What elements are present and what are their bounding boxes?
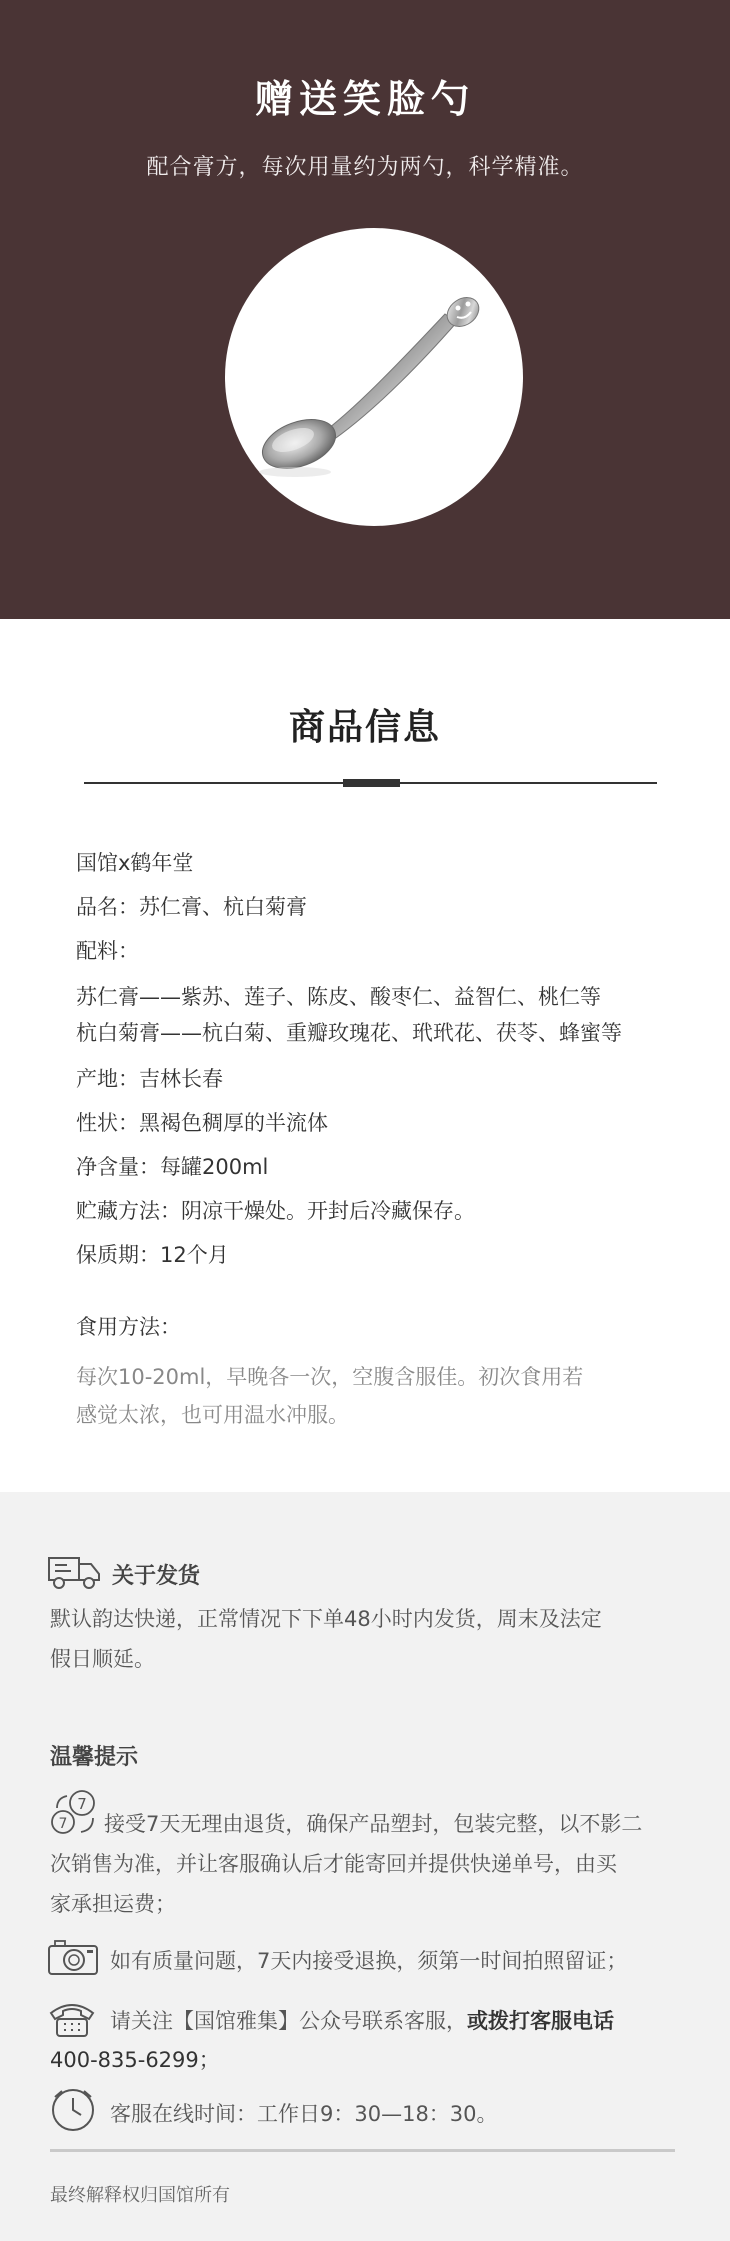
shipping-line-1: 默认韵达快递，正常情况下下单48小时内发货，周末及法定 <box>50 1607 602 1631</box>
notice-section <box>0 1492 730 2241</box>
hotline-label: 或拨打客服电话 <box>467 2009 614 2033</box>
title-divider-accent <box>343 779 400 787</box>
net-content-text: 净含量：每罐200ml <box>76 1155 269 1179</box>
footer-divider <box>50 2149 675 2152</box>
product-info-title: 商品信息 <box>288 707 441 748</box>
svg-text:7: 7 <box>77 1795 87 1813</box>
hotline-number[interactable]: 400-835-6299； <box>50 2048 220 2072</box>
shipping-title: 关于发货 <box>112 1564 201 1589</box>
usage-line-1: 每次10-20ml，早晚各一次，空腹含服佳。初次食用若 <box>76 1365 584 1389</box>
seven-day-icon <box>47 1788 103 1838</box>
contact-text: 请关注【国馆雅集】公众号联系客服， <box>110 2009 467 2033</box>
hero-title: 赠送笑脸勺 <box>254 76 475 121</box>
storage-text: 贮藏方法：阴凉干燥处。开封后冷藏保存。 <box>76 1199 475 1223</box>
appearance-text: 性状：黑褐色稠厚的半流体 <box>76 1111 328 1135</box>
shipping-line-2: 假日顺延。 <box>50 1647 155 1671</box>
truck-icon <box>47 1552 101 1592</box>
service-hours-text: 客服在线时间：工作日9：30—18：30。 <box>110 2102 498 2126</box>
clock-icon <box>49 2086 97 2134</box>
spoon-image <box>225 228 523 526</box>
product-name: 品名：苏仁膏、杭白菊膏 <box>76 895 307 919</box>
origin-text: 产地：吉林长春 <box>76 1067 223 1091</box>
usage-label: 食用方法： <box>76 1315 181 1339</box>
smiley-spoon-illustration <box>225 228 523 526</box>
shelf-life-text: 保质期：12个月 <box>76 1243 229 1267</box>
camera-icon <box>47 1938 99 1976</box>
hero-subtitle: 配合膏方，每次用量约为两勺，科学精准。 <box>146 155 584 180</box>
gift-spoon-section <box>0 0 730 619</box>
return-line-1: 接受7天无理由退货，确保产品塑封，包装完整，以不影二 <box>104 1812 643 1836</box>
usage-line-2: 感觉太浓，也可用温水冲服。 <box>76 1403 349 1427</box>
telephone-icon <box>47 1999 97 2039</box>
product-info-section <box>0 619 730 1492</box>
ingredients-label: 配料： <box>76 939 139 963</box>
contact-line-1 <box>110 2005 614 2035</box>
return-line-2: 次销售为准，并让客服确认后才能寄回并提供快递单号，由买 <box>50 1852 617 1876</box>
return-line-3: 家承担运费； <box>50 1892 176 1916</box>
footer-disclaimer: 最终解释权归国馆所有 <box>50 2185 230 2206</box>
ingredients-line-2: 杭白菊膏——杭白菊、重瓣玫瑰花、玳玳花、茯苓、蜂蜜等 <box>76 1021 622 1045</box>
svg-text:7: 7 <box>58 1816 68 1832</box>
tips-title: 温馨提示 <box>50 1745 139 1770</box>
ingredients-line-1: 苏仁膏——紫苏、莲子、陈皮、酸枣仁、益智仁、桃仁等 <box>76 985 601 1009</box>
brand-text: 国馆x鹤年堂 <box>76 851 194 875</box>
quality-text: 如有质量问题，7天内接受退换，须第一时间拍照留证； <box>110 1949 628 1973</box>
